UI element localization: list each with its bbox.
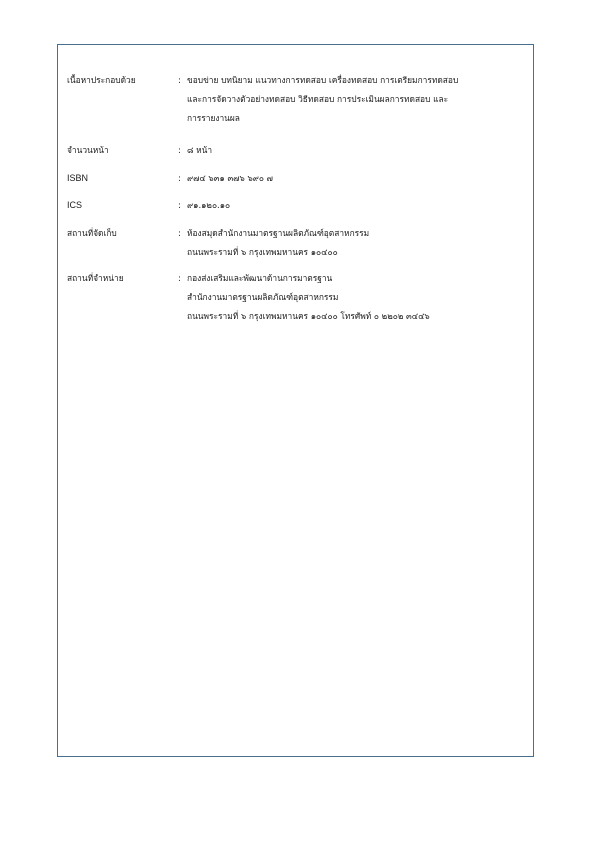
contents-line: การรายงานผล (187, 113, 240, 123)
storage-location-label: สถานที่จัดเก็บ (67, 228, 117, 238)
contents-line: และการจัดวางตัวอย่างทดสอบ วิธีทดสอบ การประเมินผลการทดสอบ และ (187, 94, 449, 104)
isbn-label: ISBN (67, 173, 89, 183)
storage-location-line: ห้องสมุดสำนักงานมาตรฐานผลิตภัณฑ์อุตสาหกรรม (187, 228, 370, 238)
contents-line: ขอบข่าย บทนิยาม แนวทางการทดสอบ เครื่องทดสอบ การเตรียมการทดสอบ (187, 75, 459, 85)
page-count-label: จำนวนหน้า (67, 145, 109, 155)
ics-label: ICS (67, 200, 83, 210)
distribution-location-colon: : (178, 273, 181, 283)
page-count-line: ๘ หน้า (187, 145, 213, 155)
distribution-location-line: ถนนพระรามที่ ๖ กรุงเทพมหานคร ๑๐๔๐๐ โทรศัพท์ ๐ ๒๒๐๒ ๓๔๔๖ (187, 311, 430, 321)
page-count-colon: : (178, 145, 181, 155)
distribution-location-line: กองส่งเสริมและพัฒนาด้านการมาตรฐาน (187, 273, 333, 283)
ics-colon: : (178, 200, 181, 210)
storage-location-line: ถนนพระรามที่ ๖ กรุงเทพมหานคร ๑๐๔๐๐ (187, 247, 338, 257)
storage-location-value (187, 225, 369, 263)
ics-value (187, 197, 230, 216)
distribution-location-label: สถานที่จำหน่าย (67, 273, 124, 283)
contents-label: เนื้อหาประกอบด้วย (67, 75, 136, 85)
isbn-line: ๙๗๔ ๖๓๑ ๓๗๖ ๖๙๐ ๗ (187, 173, 273, 183)
isbn-value (187, 170, 273, 189)
distribution-location-value (187, 270, 430, 327)
page-count-value (187, 142, 212, 161)
ics-line: ๙๑.๑๒๐.๑๐ (187, 200, 231, 210)
contents-colon: : (178, 75, 181, 85)
distribution-location-line: สำนักงานมาตรฐานผลิตภัณฑ์อุตสาหกรรม (187, 292, 339, 302)
storage-location-colon: : (178, 228, 181, 238)
contents-value (187, 72, 458, 129)
isbn-colon: : (178, 173, 181, 183)
